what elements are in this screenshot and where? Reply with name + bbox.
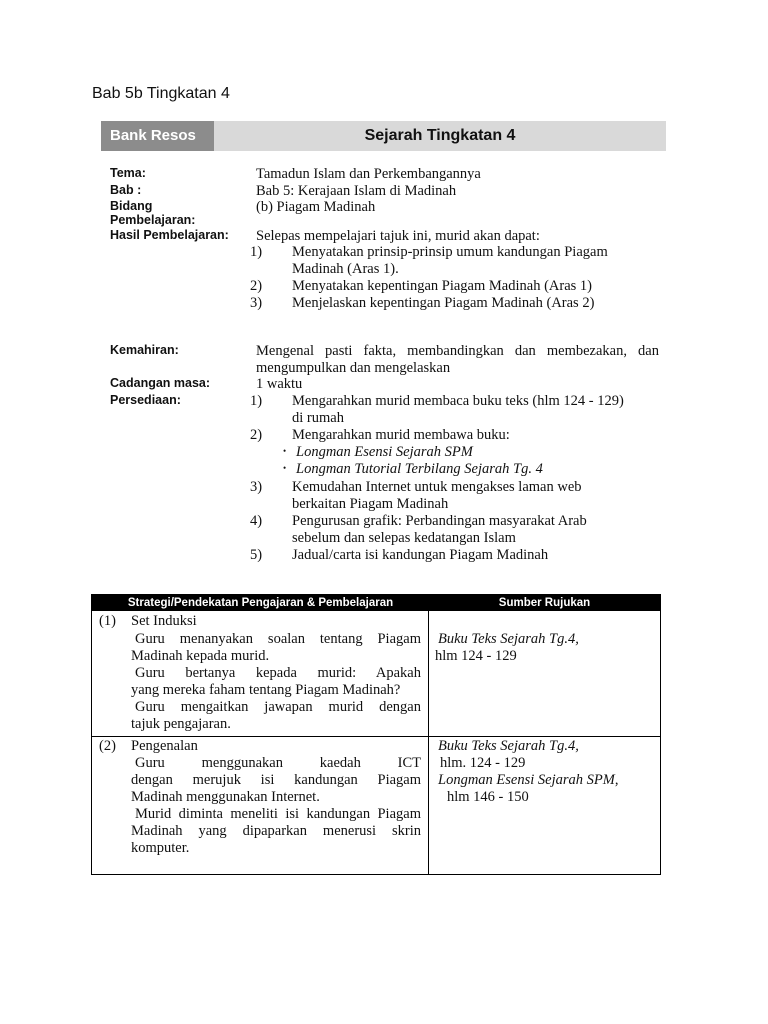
persediaan-item-number: 5) <box>250 547 263 563</box>
hasil-label: Hasil Pembelajaran: <box>110 228 229 242</box>
hasil-item-number: 3) <box>250 295 263 311</box>
row2-reference-pages: hlm. 124 - 129 <box>440 755 526 771</box>
bidang-label-line1: Bidang <box>110 199 153 213</box>
row2-line1: Guru menggunakan kaedah ICT <box>135 755 421 771</box>
hasil-item-number: 2) <box>250 278 263 294</box>
cadangan-masa-value: 1 waktu <box>256 376 303 392</box>
tema-value: Tamadun Islam dan Perkembangannya <box>256 166 481 182</box>
row2-line2: dengan merujuk isi kandungan Piagam <box>131 772 421 788</box>
row1-line1: Guru menanyakan soalan tentang Piagam <box>135 631 421 647</box>
book-list-item: Longman Esensi Sejarah SPM <box>296 444 473 460</box>
persediaan-item-text: Mengarahkan murid membawa buku: <box>292 427 510 443</box>
row1-line4: yang mereka faham tentang Piagam Madinah? <box>131 682 401 698</box>
kemahiran-value-line2: mengumpulkan dan mengelaskan <box>256 360 451 376</box>
row1-number: (1) <box>99 613 116 629</box>
persediaan-item-text: Pengurusan grafik: Perbandingan masyarakat Arab <box>292 513 587 529</box>
row1-reference-pages: hlm 124 - 129 <box>435 648 517 664</box>
hasil-item-text: Menyatakan prinsip-prinsip umum kandungan Piagam <box>292 244 608 260</box>
row2-reference-book: Buku Teks Sejarah Tg.4, <box>438 738 579 754</box>
table-column-divider <box>428 611 429 874</box>
row2-reference-book-2 <box>438 772 618 789</box>
persediaan-item-text: Mengarahkan murid membaca buku teks (hlm 124 - 129) <box>292 393 624 409</box>
persediaan-item-text: Jadual/carta isi kandungan Piagam Madinah <box>292 547 549 563</box>
row1-line6: tajuk pengajaran. <box>131 716 231 732</box>
hasil-item-text: Menyatakan kepentingan Piagam Madinah (Aras 1) <box>292 278 592 294</box>
book-list-item: Longman Tutorial Terbilang Sejarah Tg. 4 <box>296 461 543 477</box>
kemahiran-label: Kemahiran: <box>110 343 179 357</box>
persediaan-item-number: 1) <box>250 393 263 409</box>
cadangan-masa-label: Cadangan masa: <box>110 376 211 390</box>
row2-line4: Murid diminta meneliti isi kandungan Piagam <box>135 806 421 822</box>
bullet-icon: • <box>283 446 287 456</box>
tema-label: Tema: <box>110 166 146 180</box>
persediaan-item-text-cont: berkaitan Piagam Madinah <box>292 496 449 512</box>
row2-line3: Madinah menggunakan Internet. <box>131 789 320 805</box>
row1-reference-book: Buku Teks Sejarah Tg.4, <box>438 631 579 647</box>
row2-reference-book-2-title: Longman Esensi Sejarah SPM <box>438 772 615 788</box>
hasil-item-number: 1) <box>250 244 263 260</box>
banner-bank-resos: Bank Resos <box>101 121 214 151</box>
persediaan-item-number: 4) <box>250 513 263 529</box>
row2-title: Pengenalan <box>131 738 198 754</box>
hasil-item-text-cont: Madinah (Aras 1). <box>292 261 399 277</box>
row1-line3: Guru bertanya kepada murid: Apakah <box>135 665 421 681</box>
banner-subject-title: Sejarah Tingkatan 4 <box>364 127 516 144</box>
document-title: Bab 5b Tingkatan 4 <box>92 85 230 102</box>
persediaan-item-text-cont: sebelum dan selepas kedatangan Islam <box>292 530 516 546</box>
row2-number: (2) <box>99 738 116 754</box>
row1-line2: Madinah kepada murid. <box>131 648 270 664</box>
persediaan-item-number: 3) <box>250 479 263 495</box>
persediaan-label: Persediaan: <box>110 393 181 407</box>
bab-value: Bab 5: Kerajaan Islam di Madinah <box>256 183 457 199</box>
persediaan-item-number: 2) <box>250 427 263 443</box>
bullet-icon: • <box>283 463 287 473</box>
row2-reference-book-2-comma: , <box>614 772 619 788</box>
persediaan-item-text: Kemudahan Internet untuk mengakses laman web <box>292 479 582 495</box>
table-row-divider <box>92 736 660 737</box>
row2-reference-pages-2: hlm 146 - 150 <box>447 789 529 805</box>
row1-line5: Guru mengaitkan jawapan murid dengan <box>135 699 421 715</box>
row2-line5: Madinah yang dipaparkan menerusi skrin <box>131 823 421 839</box>
hasil-item-text: Menjelaskan kepentingan Piagam Madinah (Aras 2) <box>292 295 595 311</box>
bidang-label-line2: Pembelajaran: <box>110 213 196 227</box>
table-header-strategi: Strategi/Pendekatan Pengajaran & Pembelajaran <box>127 597 394 609</box>
persediaan-item-text-cont: di rumah <box>292 410 344 426</box>
row2-line6: komputer. <box>131 840 190 856</box>
hasil-intro: Selepas mempelajari tajuk ini, murid akan dapat: <box>256 228 540 244</box>
bab-label: Bab : <box>110 183 142 197</box>
row1-title: Set Induksi <box>131 613 197 629</box>
table-header-sumber: Sumber Rujukan <box>498 597 591 609</box>
bidang-value: (b) Piagam Madinah <box>256 199 376 215</box>
kemahiran-value-line1: Mengenal pasti fakta, membandingkan dan membezakan, dan <box>256 343 659 359</box>
